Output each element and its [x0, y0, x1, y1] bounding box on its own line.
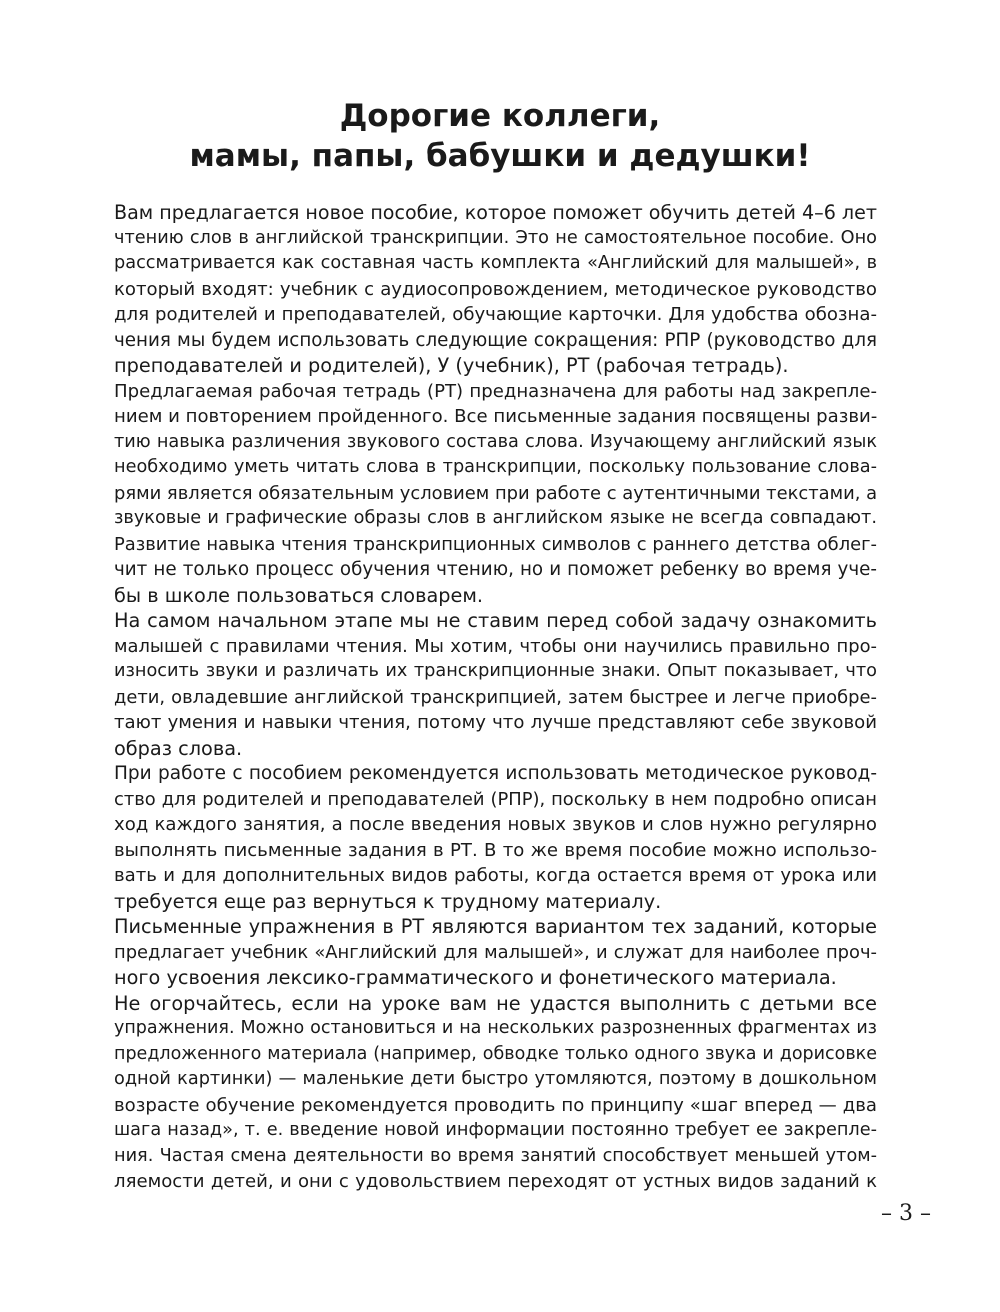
text-line: ход каждого занятия, а после введения новых звуков и слов нужно регулярно: [114, 814, 877, 835]
text-line: рями является обязательным условием при работе с аутентичными текстами, а: [114, 482, 878, 504]
text-line: упражнения. Можно остановиться и на нескольких разрозненных фрагментах из: [114, 1018, 877, 1038]
text-line: малышей с правилами чтения. Мы хотим, чтобы они научились правильно про-: [114, 635, 877, 657]
text-line: чения мы будем использовать следующие сокращения: РПР (руководство для: [114, 329, 877, 351]
text-line: выполнять письменные задания в РТ. В то же время пособие можно использо-: [114, 839, 877, 861]
text-line: чит не только процесс обучения чтению, но и поможет ребенку во время уче-: [114, 559, 877, 580]
text-line: ство для родителей и преподавателей (РПР), поскольку в нем подробно описан: [114, 788, 877, 810]
text-line: чтению слов в английской транскрипции. Это не самостоятельное пособие. Оно: [114, 227, 877, 248]
page-title-line-1: Дорогие коллеги,: [339, 98, 661, 134]
text-line: Предлагаемая рабочая тетрадь (РТ) предназначена для работы над закрепле-: [114, 380, 877, 402]
page-number: – 3 –: [881, 1201, 931, 1226]
text-line: вать и для дополнительных видов работы, когда остается время от урока или: [114, 865, 877, 886]
text-line: предлагает учебник «Английский для малышей», и служат для наиболее проч-: [114, 941, 877, 963]
text-line: ния. Частая смена деятельности во время занятий способствует меньшей утом-: [114, 1145, 877, 1166]
text-line: износить звуки и различать их транскрипционные знаки. Опыт показывает, что: [114, 661, 877, 681]
text-line: нием и повторением пройденного. Все письменные задания посвящены разви-: [114, 406, 878, 427]
text-line: шага назад», т. е. введение новой информации постоянно требует ее закрепле-: [114, 1120, 877, 1140]
text-line: дети, овладевшие английской транскрипцией, затем быстрее и легче приобре-: [114, 686, 877, 708]
text-line: При работе с пособием рекомендуется использовать методическое руковод-: [114, 763, 877, 784]
text-line: рассматривается как составная часть комплекта «Английский для малышей», в: [114, 253, 877, 273]
text-line: звуковые и графические образы слов в английском языке не всегда совпадают.: [114, 508, 877, 528]
text-line: ляемости детей, и они с удовольствием переходят от устных видов заданий к: [114, 1171, 877, 1192]
text-line: На самом начальном этапе мы не ставим перед собой задачу ознакомить: [114, 609, 877, 632]
text-line: образ слова.: [114, 736, 243, 760]
text-line: бы в школе пользоваться словарем.: [114, 583, 484, 607]
page-title-line-2: мамы, папы, бабушки и дедушки!: [189, 138, 811, 174]
text-line: Не огорчайтесь, если на уроке вам не удастся выполнить с детьми все: [114, 991, 877, 1015]
text-line: предложенного материала (например, обводке только одного звука и дорисовке: [114, 1043, 877, 1064]
text-line: тию навыка различения звукового состава слова. Изучающему английский язык: [114, 431, 877, 452]
text-line: требуется еще раз вернуться к трудному материалу.: [114, 889, 662, 913]
text-line: Развитие навыка чтения транскрипционных символов с раннего детства облег-: [114, 533, 877, 555]
text-line: тают умения и навыки чтения, потому что лучше представляют себе звуковой: [114, 712, 877, 733]
text-line: ного усвоения лексико-грамматического и фонетического материала.: [114, 966, 837, 989]
text-line: который входят: учебник с аудиосопровождением, методическое руководство: [114, 278, 877, 300]
text-line: одной картинки) — маленькие дети быстро утомляются, поэтому в дошкольном: [114, 1069, 877, 1089]
text-line: Письменные упражнения в РТ являются вариантом тех заданий, которые: [114, 915, 877, 938]
text-line: преподавателей и родителей), У (учебник), РТ (рабочая тетрадь).: [114, 354, 789, 377]
text-line: Вам предлагается новое пособие, которое поможет обучить детей 4–6 лет: [114, 201, 877, 224]
text-line: для родителей и преподавателей, обучающие карточки. Для удобства обозна-: [114, 304, 877, 325]
text-line: возрасте обучение рекомендуется проводить по принципу «шаг вперед — два: [114, 1094, 877, 1116]
text-line: необходимо уметь читать слова в транскрипции, поскольку пользование слова-: [114, 457, 877, 477]
body-text: [114, 200, 877, 1195]
